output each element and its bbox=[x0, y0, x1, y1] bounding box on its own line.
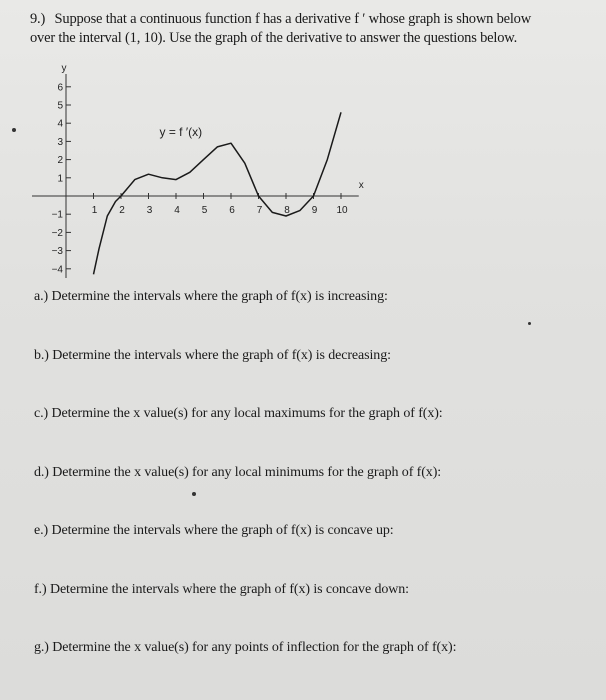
y-tick-label: 2 bbox=[57, 155, 63, 167]
scan-speck bbox=[12, 128, 16, 132]
y-tick-label: 1 bbox=[57, 173, 63, 185]
y-tick-label: −1 bbox=[51, 209, 63, 221]
question-a-label: a.) bbox=[34, 289, 49, 304]
question-f bbox=[34, 582, 594, 598]
question-d-label: d.) bbox=[34, 465, 49, 480]
derivative-graph bbox=[30, 58, 390, 278]
question-d bbox=[34, 465, 594, 481]
question-b-text: Determine the intervals where the graph of f(x) is decreasing: bbox=[52, 348, 391, 363]
question-a bbox=[34, 289, 594, 305]
question-b bbox=[34, 348, 594, 364]
derivative-graph-svg bbox=[30, 58, 390, 278]
derivative-curve bbox=[91, 112, 342, 274]
y-tick-label: 6 bbox=[57, 82, 63, 94]
question-c-label: c.) bbox=[34, 406, 49, 421]
question-b-label: b.) bbox=[34, 348, 49, 363]
question-d-text: Determine the x value(s) for any local minimums for the graph of f(x): bbox=[52, 465, 442, 480]
x-tick-label: 2 bbox=[119, 205, 125, 216]
question-f-text: Determine the intervals where the graph of f(x) is concave down: bbox=[49, 582, 409, 597]
y-tick-label: 3 bbox=[57, 136, 63, 148]
y-tick-label: −3 bbox=[51, 246, 63, 258]
x-tick-label: 6 bbox=[229, 205, 235, 216]
y-tick-label: −2 bbox=[51, 227, 63, 239]
x-axis-label: x bbox=[358, 180, 364, 191]
scan-speck bbox=[192, 492, 196, 496]
question-g bbox=[34, 640, 594, 656]
function-label: y = f ′(x) bbox=[159, 124, 203, 139]
x-tick-label: 4 bbox=[174, 205, 180, 216]
y-axis-label: y bbox=[61, 63, 67, 74]
x-tick-label: 9 bbox=[311, 205, 318, 216]
x-tick-label: 1 bbox=[91, 205, 98, 216]
question-a-text: Determine the intervals where the graph of f(x) is increasing: bbox=[51, 289, 388, 304]
y-tick-label: 4 bbox=[57, 118, 63, 130]
question-f-label: f.) bbox=[34, 582, 47, 597]
question-e-label: e.) bbox=[34, 523, 49, 538]
question-c-text: Determine the x value(s) for any local maximums for the graph of f(x): bbox=[51, 406, 443, 421]
y-tick-label: −4 bbox=[51, 264, 63, 276]
scan-speck bbox=[528, 322, 531, 325]
question-e bbox=[34, 523, 594, 539]
problem-line-1: Suppose that a continuous function f has a derivative f ′ whose graph is shown below bbox=[54, 11, 532, 27]
x-tick-label: 5 bbox=[201, 205, 208, 216]
y-tick-label: 5 bbox=[57, 100, 63, 112]
x-tick-label: 7 bbox=[256, 205, 263, 216]
question-c bbox=[34, 406, 594, 422]
x-tick-label: 3 bbox=[146, 205, 153, 216]
problem-statement bbox=[30, 10, 590, 48]
problem-number: 9.) bbox=[30, 11, 46, 27]
question-g-text: Determine the x value(s) for any points of inflection for the graph of f(x): bbox=[52, 640, 457, 655]
problem-line-2: over the interval (1, 10). Use the graph of the derivative to answer the questions below. bbox=[30, 30, 517, 46]
x-tick-label: 8 bbox=[284, 205, 290, 216]
x-tick-label: 10 bbox=[336, 205, 348, 216]
question-g-label: g.) bbox=[34, 640, 49, 655]
question-e-text: Determine the intervals where the graph of f(x) is concave up: bbox=[51, 523, 394, 538]
